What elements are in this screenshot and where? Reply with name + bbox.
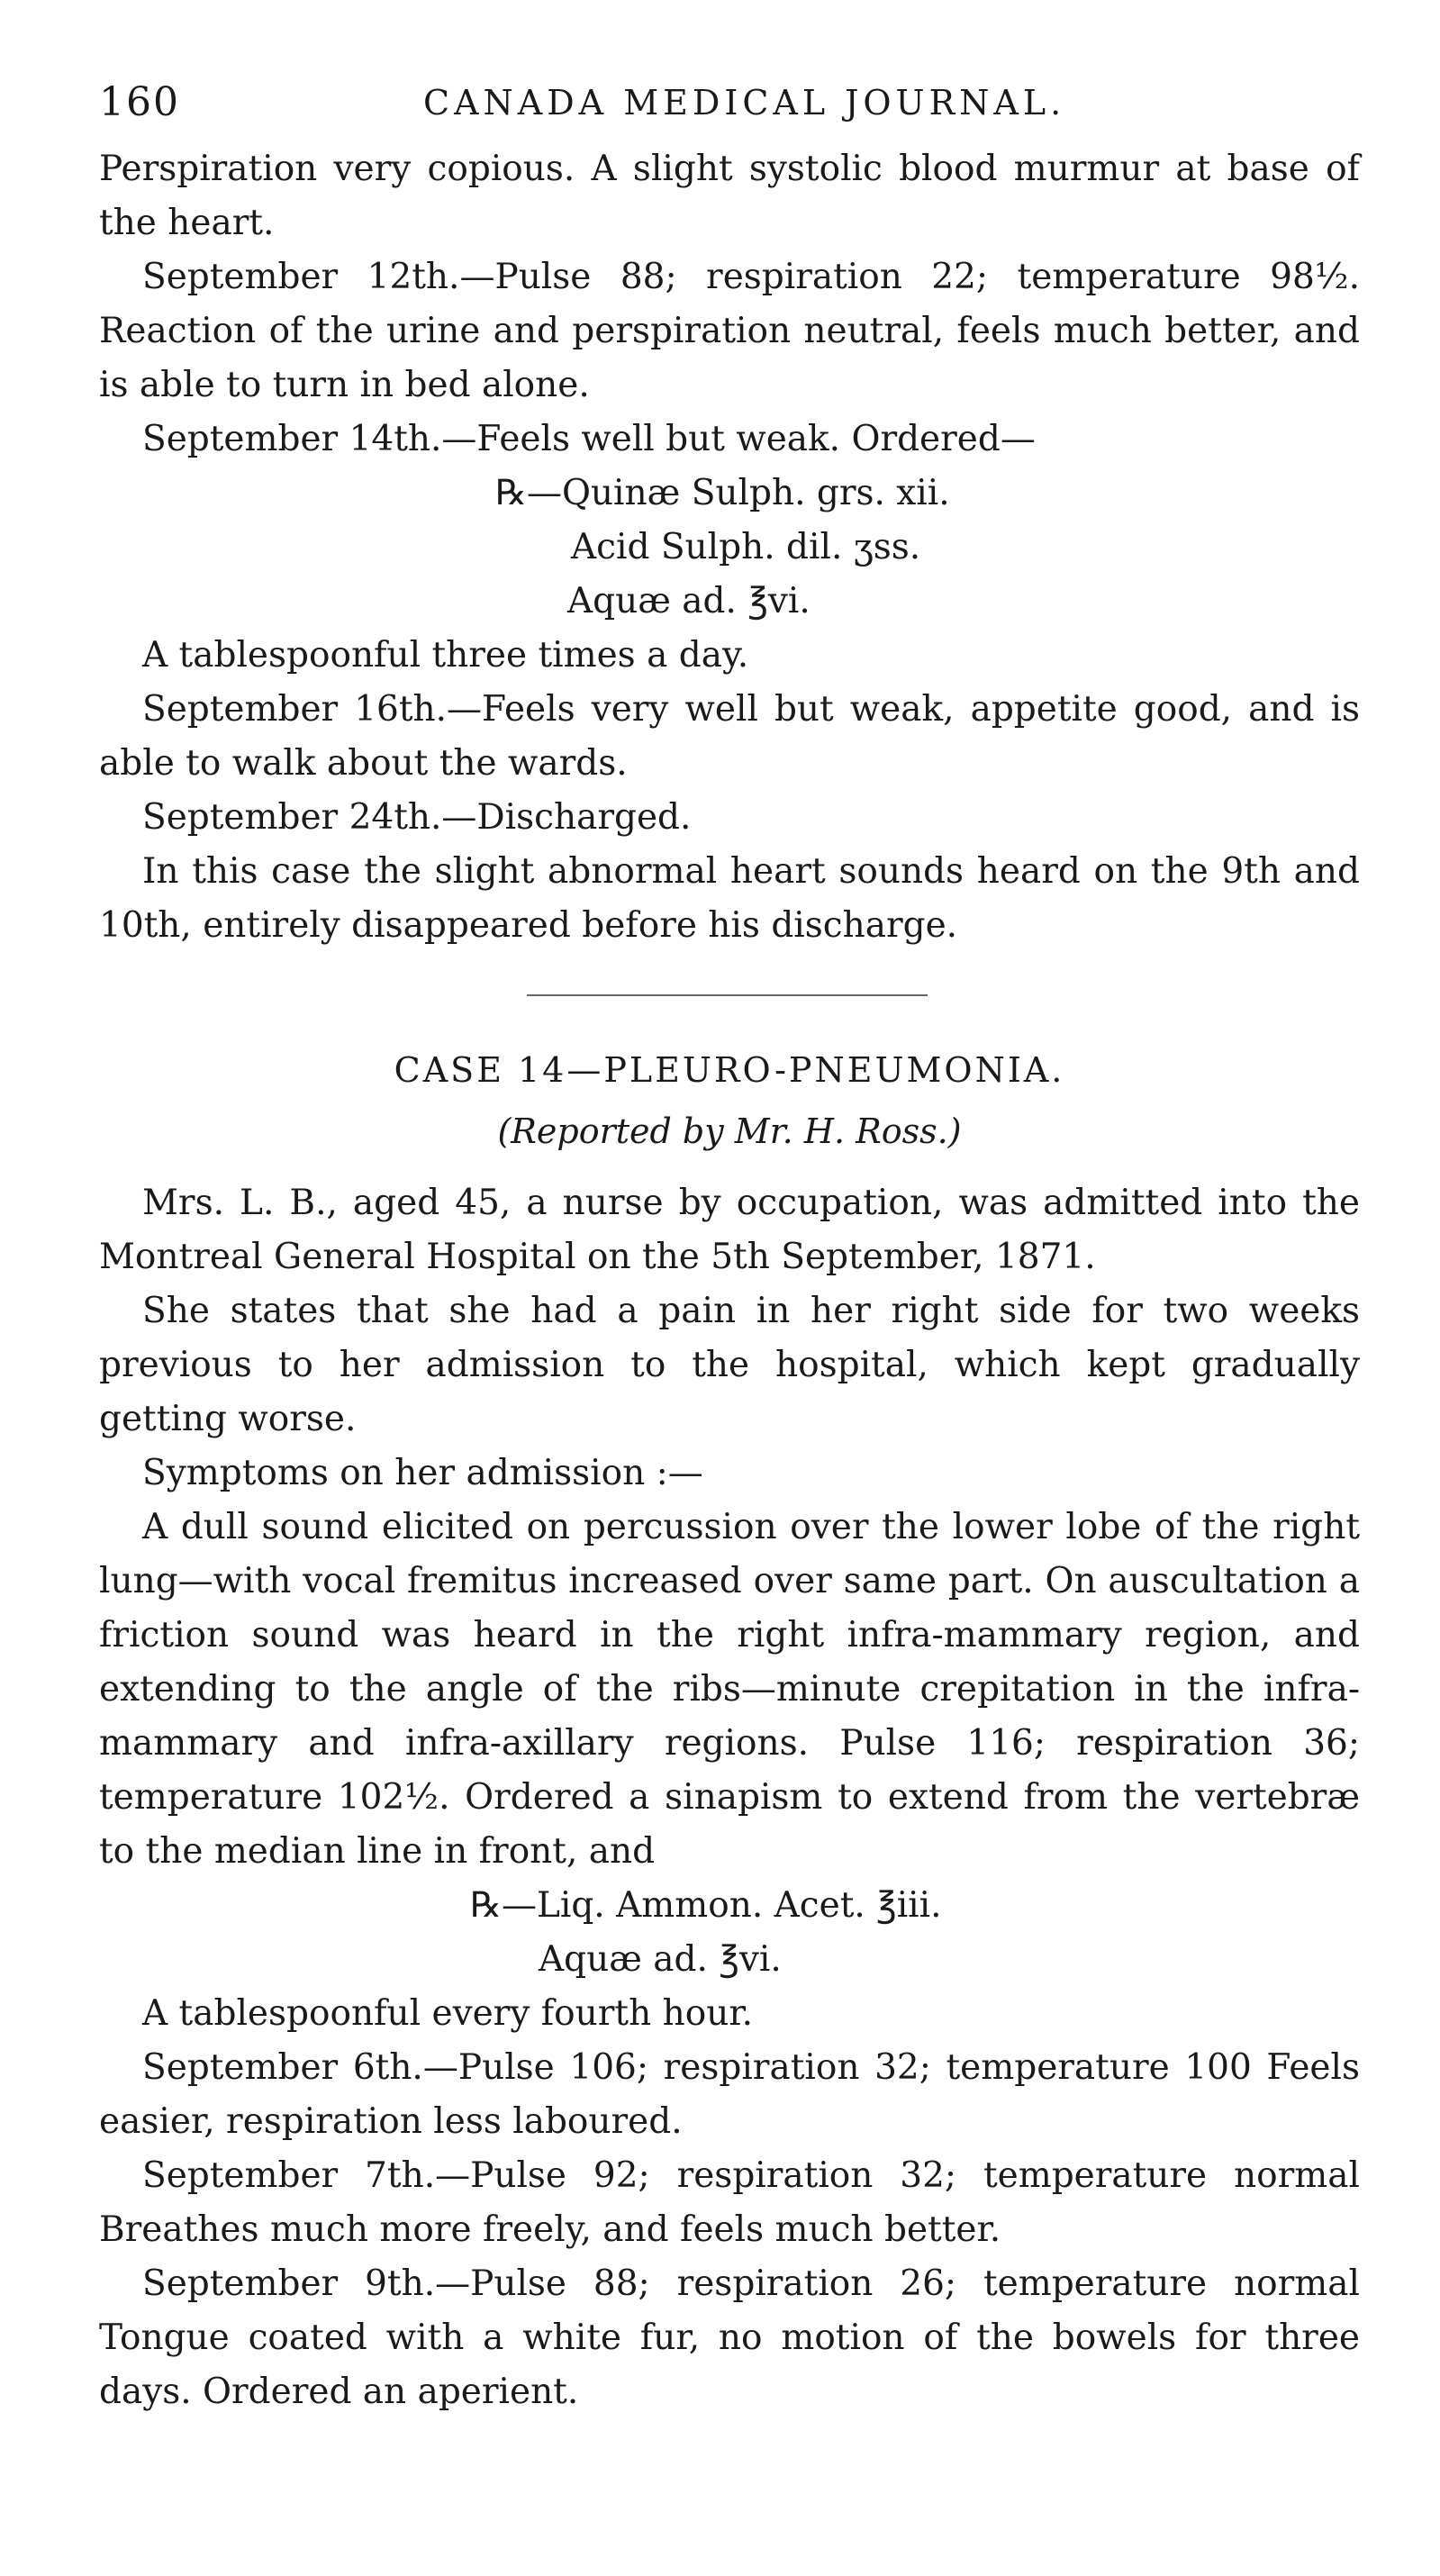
prescription-line: Aquæ ad. ℥vi. <box>539 1939 782 1980</box>
paragraph-history: She states that she had a pain in her right side for two weeks previous to her admission to the hospital, which kept gradually getting worse. <box>99 1291 1360 1439</box>
paragraph-symptoms: A dull sound elicited on percussion over the lower lobe of the right lung—with vocal fremitus increased over same part. On auscultation a friction sound was heard in the right infra-mammary region, and extending to the angle of the ribs—minute crepitation in the infra-mammary and infra-axillary regions. Pulse 116; respiration 36; temperature 102½. Ordered a sinapism to extend from the vertebræ to the median line in front, and <box>99 1507 1360 1872</box>
paragraph-sept-24: September 24th.—Discharged. <box>142 797 692 838</box>
running-head <box>99 79 1360 142</box>
case-reporter: (Reported by Mr. H. Ross.) <box>497 1111 962 1151</box>
journal-page <box>99 79 1360 2419</box>
paragraph-symptoms-heading: Symptoms on her admission :— <box>142 1453 703 1493</box>
prescription-quinine <box>99 467 1360 629</box>
prescription-line: Acid Sulph. dil. ʒss. <box>571 527 921 567</box>
prescription-line: Aquæ ad. ℥vi. <box>567 581 811 621</box>
case-title: CASE 14—PLEURO-PNEUMONIA. <box>394 1050 1065 1090</box>
paragraph-sept-16: September 16th.—Feels very well but weak, appetite good, and is able to walk about the wards. <box>99 689 1360 784</box>
prescription-line: ℞—Quinæ Sulph. grs. xii. <box>495 473 950 513</box>
paragraph-perspiration: Perspiration very copious. A slight systolic blood murmur at base of the heart. <box>99 149 1360 243</box>
paragraph-case-summary: In this case the slight abnormal heart sounds heard on the 9th and 10th, entirely disappeared before his discharge. <box>99 851 1360 946</box>
prescription-line: ℞—Liq. Ammon. Acet. ℥iii. <box>470 1885 942 1926</box>
prescription-ammonia <box>99 1879 1360 1987</box>
paragraph-sept-6: September 6th.—Pulse 106; respiration 32; temperature 100 Feels easier, respiration less laboured. <box>99 2047 1360 2142</box>
page-number: 160 <box>99 79 180 125</box>
paragraph-sept-12: September 12th.—Pulse 88; respiration 22; temperature 98½. Reaction of the urine and perspiration neutral, feels much better, and is able to turn in bed alone. <box>99 257 1360 405</box>
paragraph-dosage: A tablespoonful three times a day. <box>142 635 749 676</box>
paragraph-sept-14: September 14th.—Feels well but weak. Ordered— <box>142 419 1036 459</box>
journal-title: CANADA MEDICAL JOURNAL. <box>423 83 1066 122</box>
paragraph-sept-9: September 9th.—Pulse 88; respiration 26; temperature normal Tongue coated with a white fur, no motion of the bowels for three days. Ordered an aperient. <box>99 2263 1360 2412</box>
paragraph-sept-7: September 7th.—Pulse 92; respiration 32; temperature normal Breathes much more freely, and feels much better. <box>99 2155 1360 2250</box>
paragraph-dosage-2: A tablespoonful every fourth hour. <box>142 1993 754 2034</box>
section-divider <box>527 994 928 996</box>
paragraph-admission: Mrs. L. B., aged 45, a nurse by occupation, was admitted into the Montreal General Hospital on the 5th September, 1871. <box>99 1183 1360 1277</box>
